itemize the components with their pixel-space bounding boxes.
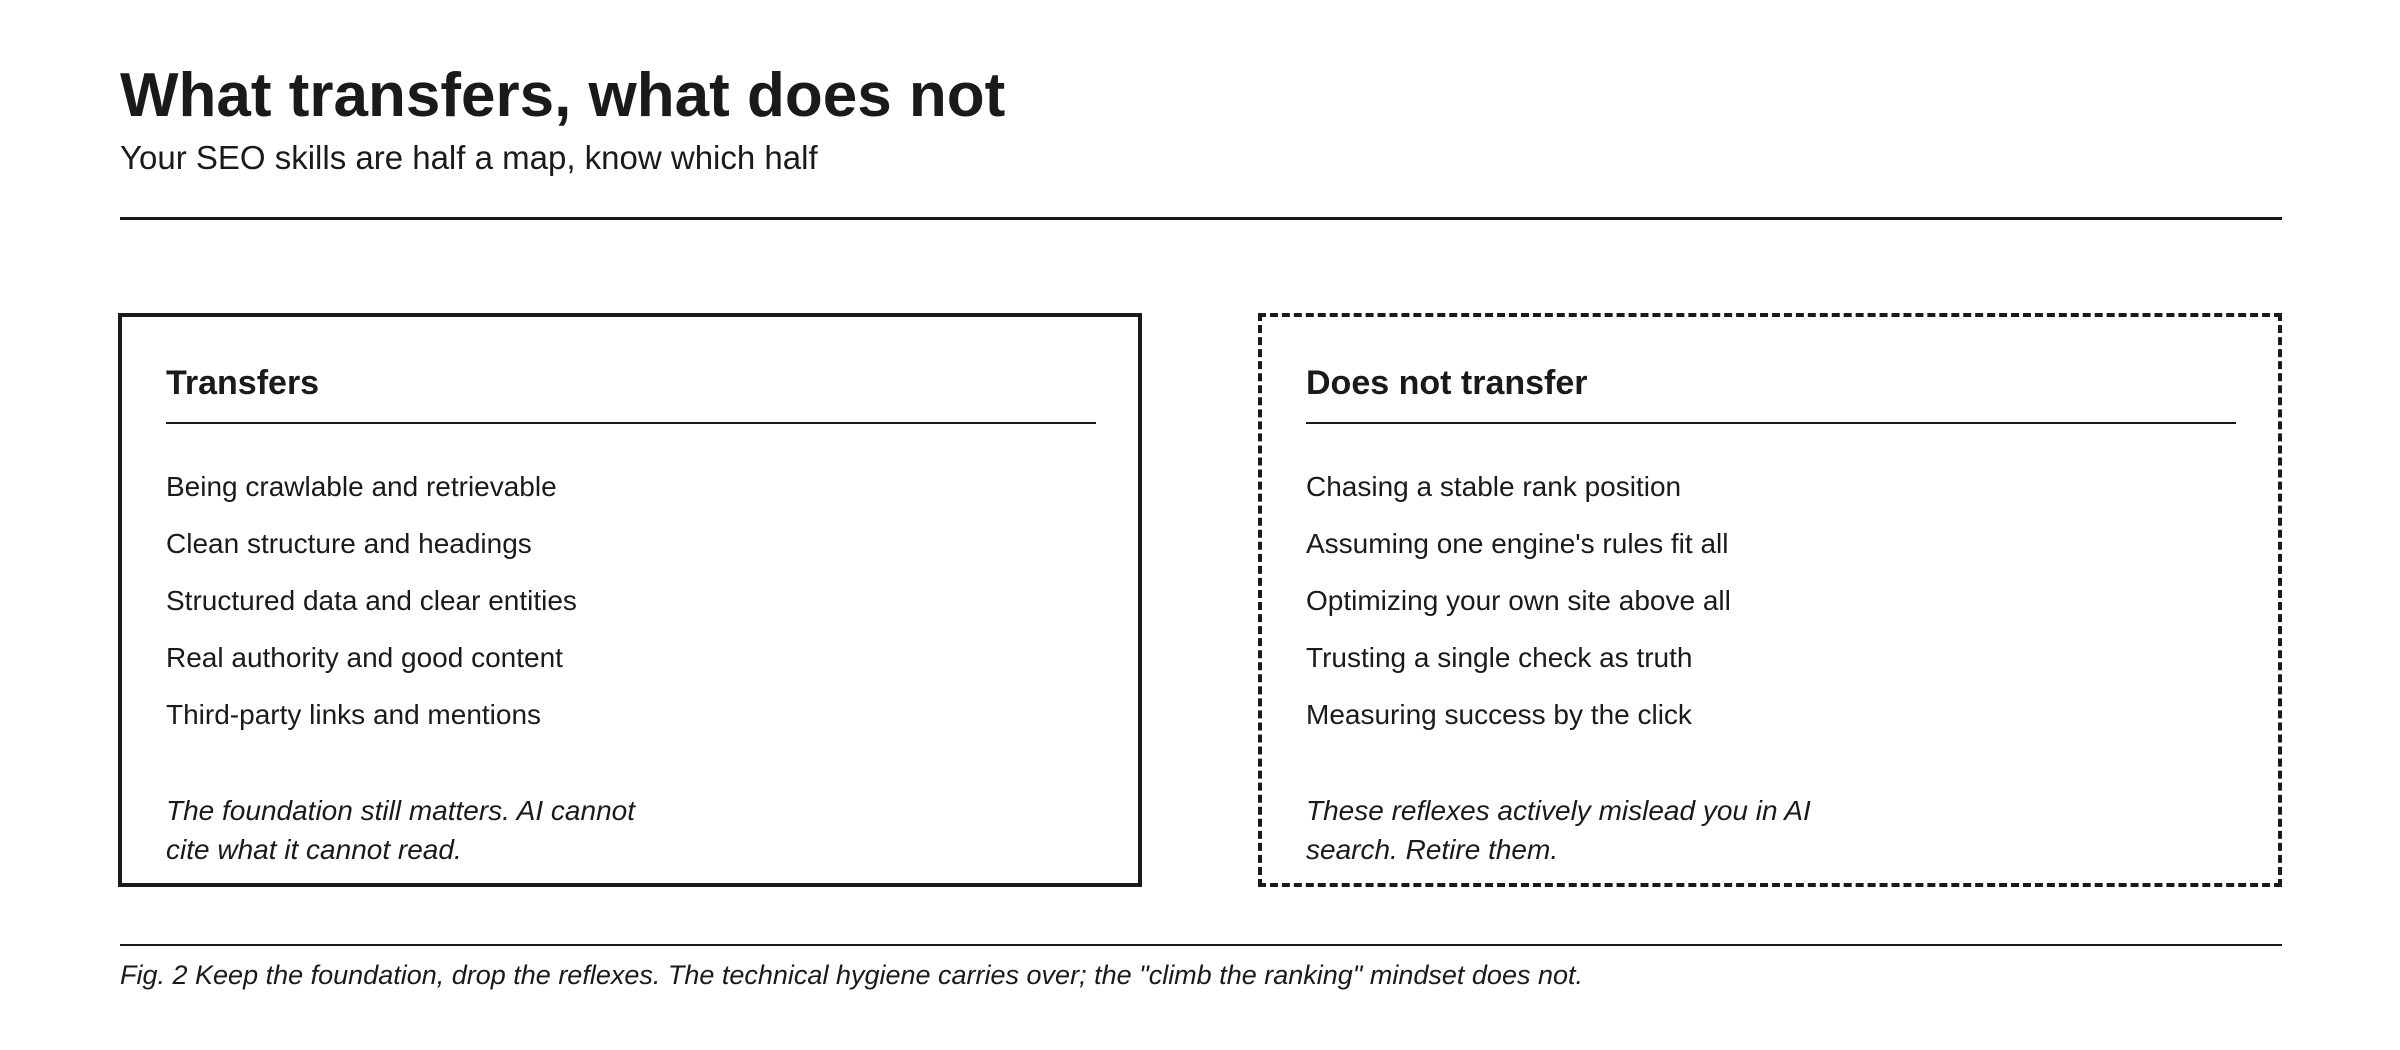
page-subtitle: Your SEO skills are half a map, know which half [120, 139, 818, 176]
header-divider [120, 217, 2282, 220]
list-item: Trusting a single check as truth [1306, 642, 1693, 673]
list-item: Third-party links and mentions [166, 699, 542, 730]
transfers-divider [166, 422, 1096, 424]
list-item: Measuring success by the click [1306, 699, 1692, 730]
figure-caption: Fig. 2 Keep the foundation, drop the reflexes. The technical hygiene carries over; the "climb the ranking" mindset does not. [120, 960, 1583, 990]
does-not-transfer-list [1306, 458, 2234, 743]
caption-divider [120, 944, 2282, 946]
header [120, 60, 2282, 178]
list-item: Structured data and clear entities [166, 585, 577, 616]
page-title: What transfers, what does not [120, 61, 1006, 130]
transfers-panel [118, 313, 1142, 887]
does-not-transfer-divider [1306, 422, 2236, 424]
list-item: Optimizing your own site above all [1306, 585, 1731, 616]
does-not-transfer-panel [1258, 313, 2282, 887]
transfers-list [166, 458, 1094, 743]
list-item: Clean structure and headings [166, 528, 532, 559]
does-not-transfer-title: Does not transfer [1306, 364, 1588, 402]
list-item: Assuming one engine's rules fit all [1306, 528, 1729, 559]
list-item: Chasing a stable rank position [1306, 471, 1682, 502]
transfers-title: Transfers [166, 364, 320, 402]
list-item: Being crawlable and retrievable [166, 471, 557, 502]
does-not-transfer-note: These reflexes actively mislead you in AI search. Retire them. [1306, 795, 1811, 865]
list-item: Real authority and good content [166, 642, 563, 673]
transfers-note: The foundation still matters. AI cannot cite what it cannot read. [166, 795, 635, 865]
